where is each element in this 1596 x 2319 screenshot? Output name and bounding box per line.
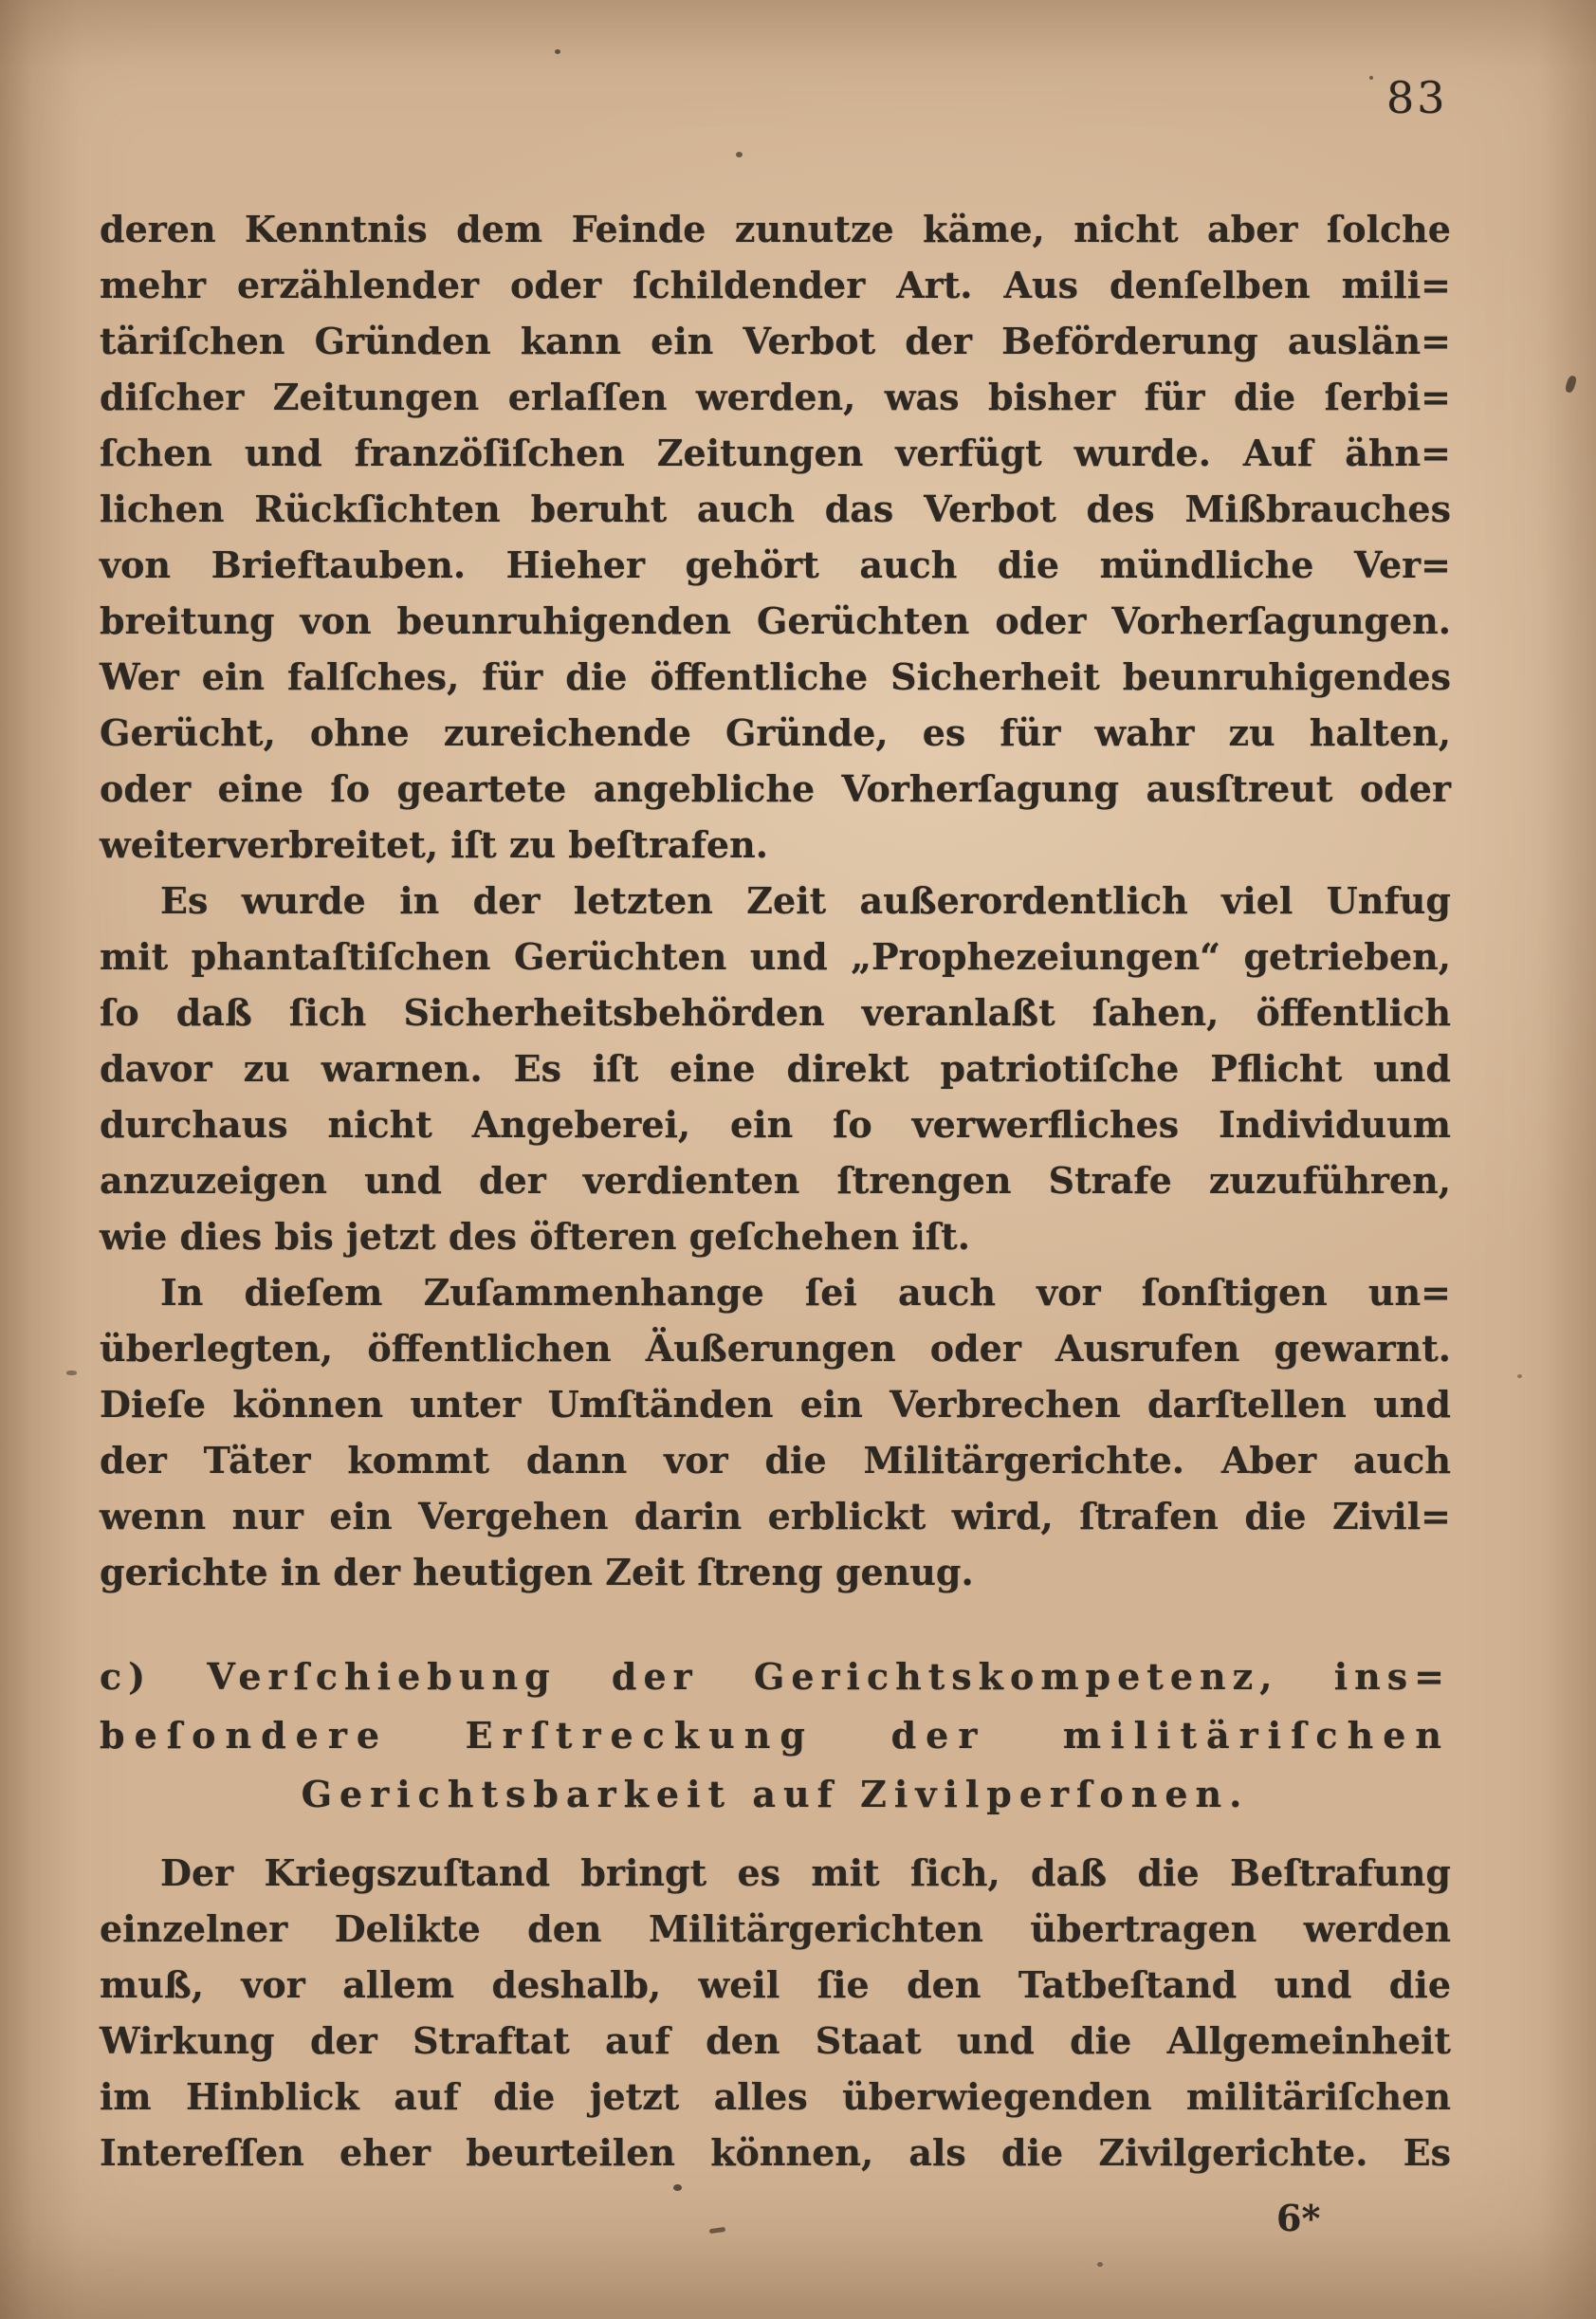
text-line: Gerücht, ohne zureichende Gründe, es für wahr zu halten, [100,711,1451,754]
text-line: überlegten, öffentlichen Äußerungen oder Ausrufen gewarnt. [100,1327,1451,1370]
text-line: Dieſe können unter Umſtänden ein Verbrechen darſtellen und [100,1383,1451,1426]
signature-mark: 6* [1276,2197,1321,2239]
text-line: In dieſem Zuſammenhange ſei auch vor ſonſtigen un= [160,1271,1451,1314]
text-line: mehr erzählender oder ſchildender Art. Aus denſelben mili= [100,264,1451,306]
text-line: oder eine ſo geartete angebliche Vorherſagung ausſtreut oder [100,767,1451,810]
text-line: ſchen und franzöſiſchen Zeitungen verfügt wurde. Auf ähn= [100,432,1451,474]
heading-line: c) Verſchiebung der Gerichtskompetenz, ins= [100,1655,1451,1698]
text-line: im Hinblick auf die jetzt alles überwiegenden militäriſchen [100,2075,1451,2118]
text-line: anzuzeigen und der verdienten ſtrengen Strafe zuzuführen, [100,1159,1451,1202]
paper-speck [673,2184,682,2191]
heading-line: beſondere Erſtreckung der militäriſchen [100,1714,1451,1757]
text-line: täriſchen Gründen kann ein Verbot der Beförderung auslän= [100,320,1451,362]
text-line: Intereſſen eher beurteilen können, als die Zivilgerichte. Es [100,2131,1451,2174]
section-heading [100,1647,1451,1824]
text-line: Wirkung der Straftat auf den Staat und die Allgemeinheit [100,2019,1451,2062]
text-line: einzelner Delikte den Militärgerichten übertragen werden [100,1907,1451,1950]
text-line: mit phantaſtiſchen Gerüchten und „Prophezeiungen“ getrieben, [100,935,1451,978]
text-line: deren Kenntnis dem Feinde zunutze käme, nicht aber ſolche [100,208,1451,250]
paper-speck [736,152,743,157]
text-line: breitung von beunruhigenden Gerüchten oder Vorherſagungen. [100,599,1451,642]
text-line: wie dies bis jetzt des öfteren geſchehen iſt. [100,1215,970,1258]
text-line: weiterverbreitet, iſt zu beſtrafen. [100,823,768,866]
paragraph-rumors [100,873,1451,1264]
page-number: 83 [1386,72,1448,123]
text-line: davor zu warnen. Es iſt eine direkt patriotiſche Pflicht und [100,1047,1451,1090]
text-line: der Täter kommt dann vor die Militärgerichte. Aber auch [100,1439,1451,1482]
paper-speck [1564,375,1577,394]
text-line: gerichte in der heutigen Zeit ſtreng genug. [100,1551,974,1593]
heading-line: Gerichtsbarkeit auf Zivilperſonen. [301,1773,1250,1815]
paper-speck [66,1371,77,1375]
paper-speck [1097,2262,1103,2267]
text-line: Der Kriegszuſtand bringt es mit ſich, daß die Beſtrafung [160,1851,1451,1894]
text-line: diſcher Zeitungen erlaſſen werden, was bisher für die ſerbi= [100,376,1451,418]
text-line: wenn nur ein Vergehen darin erblickt wird, ſtrafen die Zivil= [100,1495,1451,1537]
text-line: durchaus nicht Angeberei, ein ſo verwerfliches Individuum [100,1103,1451,1146]
paragraph-jurisdiction [100,1845,1451,2181]
paragraph-continuation [100,201,1451,873]
paper-speck [1517,1374,1522,1378]
text-line: Es wurde in der letzten Zeit außerordentlich viel Unfug [160,879,1451,922]
text-line: ſo daß ſich Sicherheitsbehörden veranlaßt ſahen, öffentlich [100,991,1451,1034]
ink-mark [709,2227,726,2234]
paper-speck [555,49,560,54]
text-line: muß, vor allem deshalb, weil ſie den Tatbeſtand und die [100,1963,1451,2006]
paragraph-warning [100,1264,1451,1600]
text-line: Wer ein falſches, für die öffentliche Sicherheit beunruhigendes [100,655,1451,698]
text-line: von Brieftauben. Hieher gehört auch die mündliche Ver= [100,543,1451,586]
paper-speck [1369,76,1373,80]
text-block [100,201,1451,2181]
text-line: lichen Rückſichten beruht auch das Verbot des Mißbrauches [100,488,1451,530]
